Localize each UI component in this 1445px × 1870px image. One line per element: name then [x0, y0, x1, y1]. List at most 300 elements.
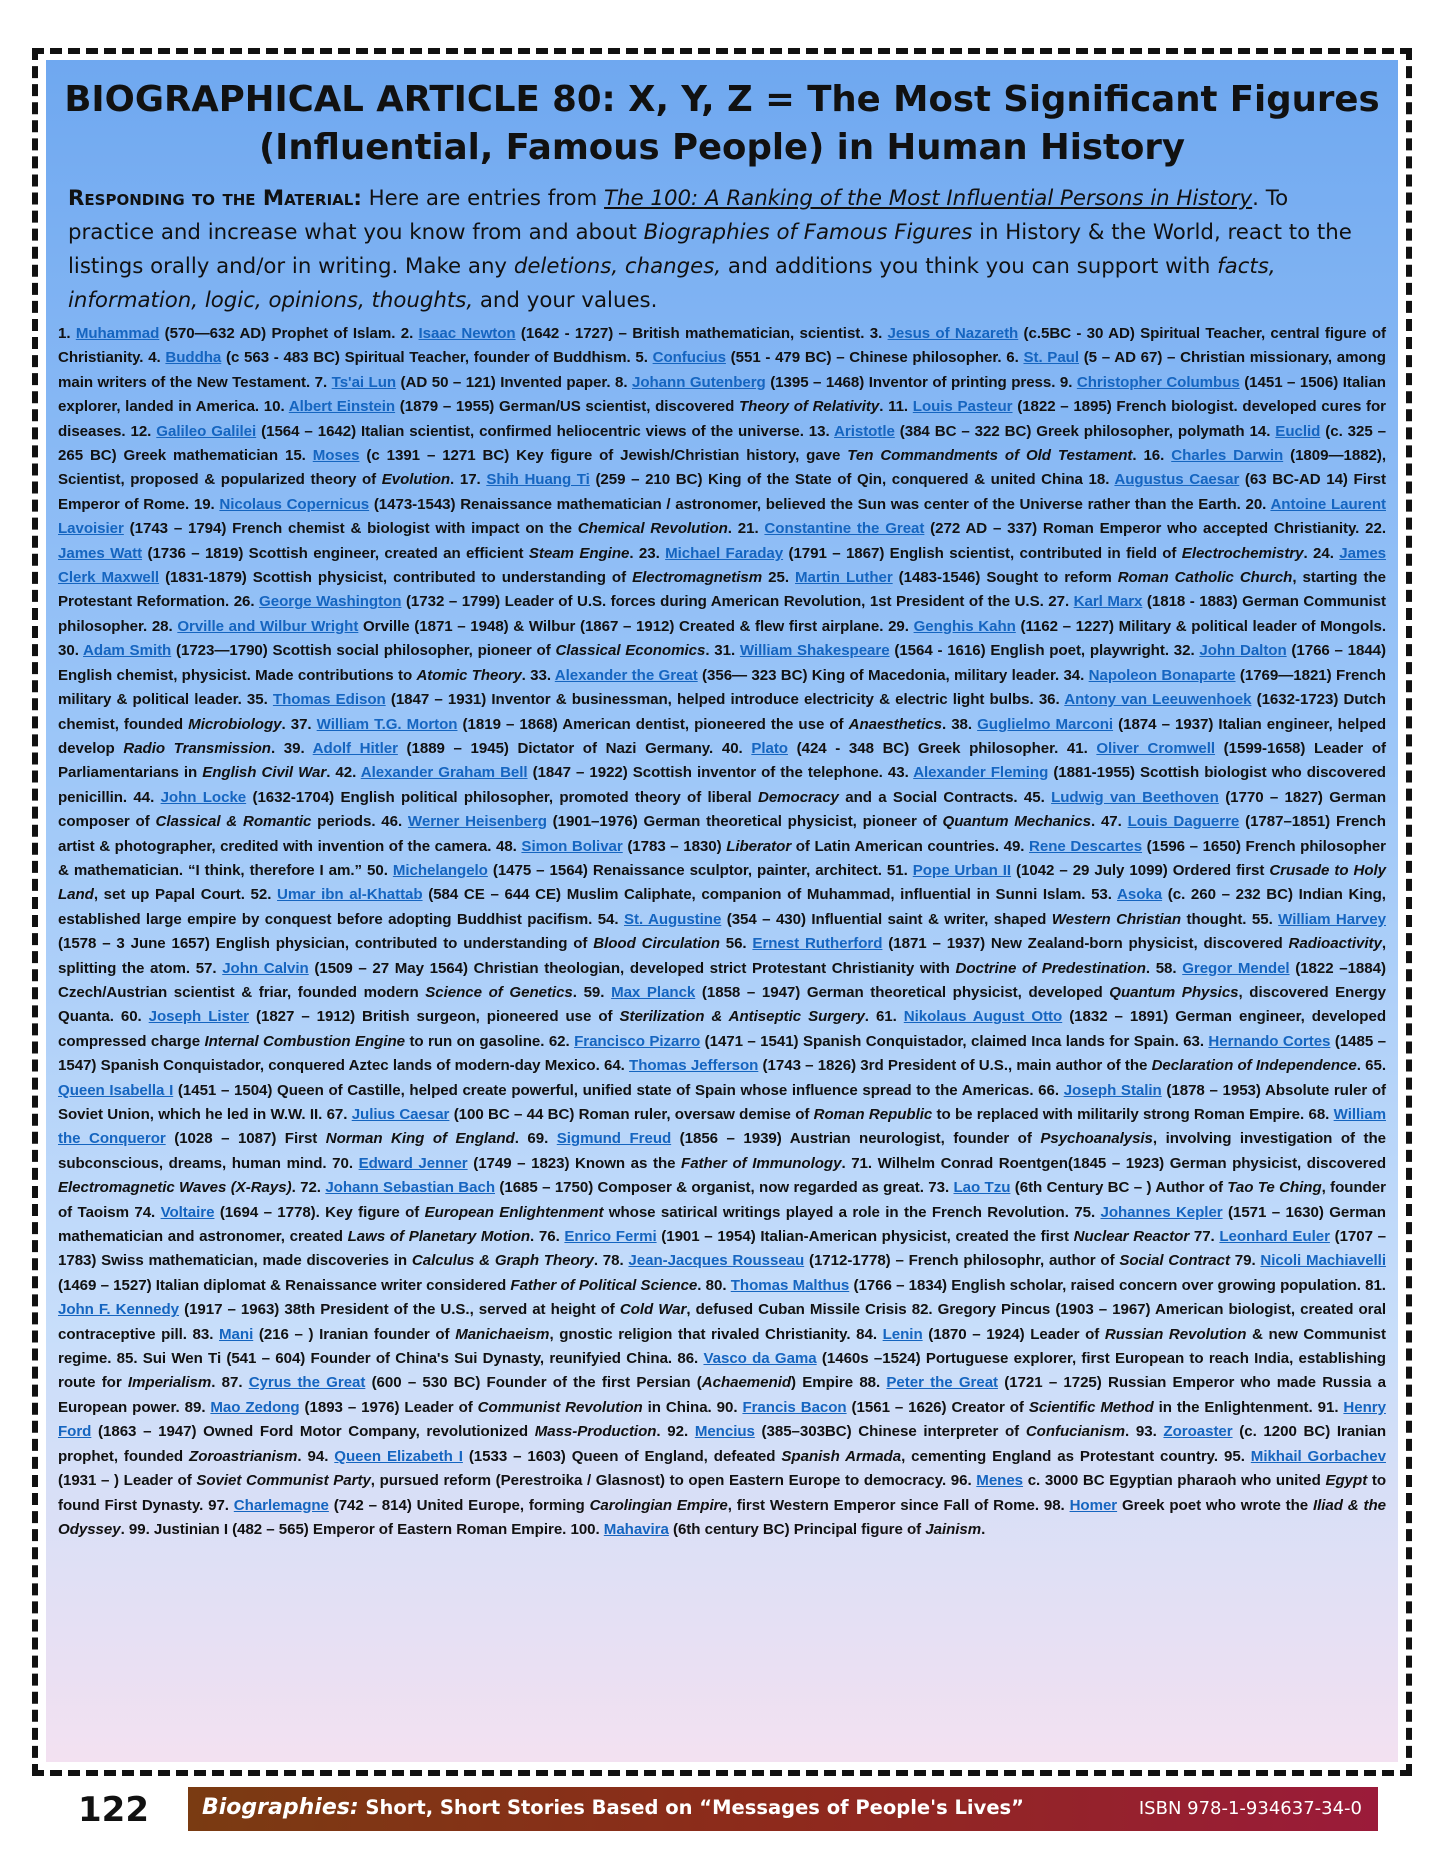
person-link[interactable]: Thomas Malthus	[730, 1276, 850, 1294]
list-item	[315, 374, 611, 391]
entry-number: 29.	[888, 617, 914, 635]
entry-tail: .	[864, 1008, 869, 1026]
entry-tail: .	[281, 715, 286, 733]
person-link[interactable]: Leonhard Euler	[1219, 1228, 1330, 1246]
list-item	[251, 886, 1086, 903]
person-link[interactable]: Nicolaus Copernicus	[219, 495, 370, 513]
person-link[interactable]: Pope Urban II	[912, 861, 1012, 879]
entry-text: (c 563 - 483 BC) Spiritual Teacher, founder of Buddhism.	[221, 349, 631, 367]
entry-italic: Radio Transmission	[123, 739, 271, 757]
person-link[interactable]: Zoroaster	[1163, 1423, 1233, 1441]
person-link[interactable]: Adam Smith	[83, 642, 172, 660]
list-item	[285, 447, 1137, 464]
entry-italic: Father of Political Science	[510, 1276, 698, 1294]
person-link[interactable]: Jean-Jacques Rousseau	[628, 1252, 805, 1270]
entry-italic: Father of Immunology	[681, 1154, 842, 1172]
entry-number: 85.	[116, 1350, 143, 1368]
book-title: The 100: A Ranking of the Most Influential Persons in History	[604, 186, 1253, 211]
entry-number: 19.	[193, 495, 220, 513]
person-link[interactable]: Henry Ford	[58, 1398, 1386, 1441]
entry-number: 82.	[911, 1301, 938, 1319]
footer-bar	[188, 1787, 1378, 1831]
entry-number: 93.	[1135, 1423, 1164, 1441]
entry-number: 24.	[1313, 544, 1340, 562]
person-link[interactable]: Michelangelo	[392, 861, 488, 879]
person-link[interactable]: Joseph Lister	[148, 1008, 250, 1026]
entry-italic: Manichaeism	[455, 1325, 550, 1343]
person-link[interactable]: Ludwig van Beethoven	[1051, 788, 1219, 806]
person-link[interactable]: Menes	[976, 1472, 1024, 1490]
list-item	[401, 325, 865, 342]
page-title	[58, 76, 1386, 172]
person-link[interactable]: John F. Kennedy	[58, 1301, 180, 1319]
entry-number: 75.	[1074, 1203, 1101, 1221]
person-link[interactable]: Moses	[312, 447, 360, 465]
entry-number: 35.	[246, 691, 273, 709]
person-link[interactable]: Thomas Edison	[272, 691, 386, 709]
person-link[interactable]: Aristotle	[834, 422, 895, 440]
entry-italic: Zoroastrianism	[189, 1447, 298, 1465]
list-item	[530, 667, 1059, 684]
person-link[interactable]: Mencius	[694, 1423, 755, 1441]
entry-number: 12.	[130, 422, 157, 440]
entry-number: 92.	[667, 1423, 695, 1441]
content-panel	[46, 60, 1398, 1762]
entry-text: (1632-1704) English political philosopher, promoted theory of liberal	[246, 788, 758, 806]
entry-number: 86.	[677, 1350, 704, 1368]
list-item	[133, 789, 1017, 806]
person-link[interactable]: Genghis Kahn	[913, 617, 1016, 635]
person-link[interactable]: Nicoli Machiavelli	[1260, 1252, 1386, 1270]
person-link[interactable]: John Locke	[160, 788, 247, 806]
entry-text: (1917 – 1963) 38th President of the U.S., served at height of	[179, 1301, 620, 1319]
intro-text: you think you can support with	[872, 254, 1218, 279]
person-link[interactable]: St. Paul	[1023, 349, 1079, 367]
person-link[interactable]: Michael Faraday	[665, 544, 784, 562]
entry-italic: Western Christian	[1051, 910, 1182, 928]
person-link[interactable]: Werner Heisenberg	[407, 813, 547, 831]
person-link[interactable]: Louis Pasteur	[912, 398, 1013, 416]
entry-number: 48.	[495, 837, 522, 855]
entry-tail: .	[450, 471, 455, 489]
entry-text: (1712-1778) – French philosophr, author of	[804, 1252, 1120, 1270]
entry-tail: .	[593, 1252, 598, 1270]
entry-number: 2.	[400, 325, 419, 342]
list-item	[539, 1228, 1189, 1245]
list-item	[888, 618, 1386, 635]
intro-italic: Biographies of Famous Figures	[643, 220, 973, 245]
person-link[interactable]: Joseph Stalin	[1063, 1081, 1162, 1099]
entry-tail: .	[1125, 1423, 1130, 1441]
person-link[interactable]: Charles Darwin	[1171, 447, 1284, 465]
entry-italic: Electromagnetism	[632, 569, 763, 587]
person-link[interactable]: Homer	[1069, 1496, 1118, 1514]
entry-text: (1769—1821) French military & political leader.	[58, 666, 1386, 709]
person-link[interactable]: Charlemagne	[233, 1496, 329, 1514]
entry-tail: in China.	[642, 1398, 712, 1416]
list-item	[264, 398, 884, 415]
person-link[interactable]: Gregor Mendel	[1182, 959, 1290, 977]
person-link[interactable]: Enrico Fermi	[564, 1228, 657, 1246]
person-link[interactable]: Jesus of Nazareth	[887, 325, 1019, 342]
person-link[interactable]: Oliver Cromwell	[1096, 739, 1216, 757]
entry-italic: Declaration of Independence	[1151, 1057, 1357, 1075]
entry-tail: .	[656, 1423, 661, 1441]
person-link[interactable]: Mani	[219, 1325, 254, 1343]
entry-number: 21.	[737, 520, 765, 538]
entry-tail: .	[572, 983, 577, 1001]
entry-text: (584 CE – 644 CE) Muslim Caliphate, companion of Muhammad, influential in Sunni Islam.	[422, 886, 1086, 904]
entry-italic: Internal Combustion Engine	[204, 1032, 406, 1050]
entry-tail: .	[1090, 813, 1096, 831]
list-item	[717, 1399, 1313, 1416]
entry-text: (c.5BC - 30 AD) Spiritual Teacher, central figure of Christianity.	[58, 325, 1386, 367]
person-link[interactable]: Albert Einstein	[288, 398, 396, 416]
entry-tail: of Latin American countries.	[791, 837, 999, 855]
person-link[interactable]: Confucius	[652, 349, 726, 367]
entry-italic: Psychoanalysis	[1040, 1130, 1153, 1148]
entry-tail: .	[727, 520, 732, 538]
list-item	[714, 642, 1169, 659]
person-link[interactable]: Orville and Wilbur Wright	[177, 617, 359, 635]
person-link[interactable]: Julius Caesar	[351, 1106, 450, 1123]
entry-tail: , involving investigation of the subconscious, dreams, human mind.	[58, 1130, 1386, 1172]
person-link[interactable]: Max Planck	[611, 983, 696, 1001]
person-link[interactable]: Sigmund Freud	[556, 1130, 672, 1148]
person-link[interactable]: Umar ibn al-Khattab	[277, 886, 423, 904]
entry-text: (1509 – 27 May 1564) Christian theologian, developed strict Protestant Christianity with	[308, 959, 956, 977]
entry-number: 39.	[283, 739, 313, 757]
entry-number: 44.	[133, 788, 161, 806]
entry-text: Greek poet who wrote the	[1117, 1496, 1313, 1514]
person-link[interactable]: Louis Daguerre	[1127, 813, 1240, 831]
entry-italic: Cold War	[619, 1301, 687, 1319]
intro-italic: facts, information, logic, opinions, thoughts,	[68, 254, 1276, 313]
person-link[interactable]: Antony van Leeuwenhoek	[1064, 691, 1252, 709]
intro-heading: Responding to the Material:	[68, 186, 362, 211]
entry-text: (1847 – 1931) Inventor & businessman, helped introduce electricity & electric light bulbs.	[385, 691, 1034, 709]
entry-text: (1475 – 1564) Renaissance sculptor, painter, architect.	[487, 861, 882, 879]
entry-italic: Theory of Relativity	[738, 398, 880, 416]
entry-number: 32.	[1173, 642, 1200, 660]
list-item	[148, 349, 630, 366]
entry-number: 5.	[635, 349, 653, 367]
person-link[interactable]: Voltaire	[160, 1203, 215, 1221]
list-item	[667, 1423, 1129, 1440]
entry-text: (570—632 AD) Prophet of Islam.	[159, 325, 396, 342]
entry-number: 57.	[195, 959, 223, 977]
entry-number: 84.	[856, 1325, 883, 1343]
entry-text: (1858 – 1947) German theoretical physicist, developed	[695, 983, 1110, 1001]
entry-number: 26.	[233, 593, 260, 611]
entry-text: (100 BC – 44 BC) Roman ruler, oversaw demise of	[449, 1106, 814, 1123]
person-link[interactable]: William T.G. Morton	[316, 715, 458, 733]
entry-tail: .	[211, 1374, 216, 1392]
person-link[interactable]: St. Augustine	[623, 910, 722, 928]
entry-italic: Sterilization & Antiseptic Surgery	[619, 1008, 865, 1026]
person-link[interactable]: Alexander Fleming	[913, 764, 1049, 782]
entry-italic: Confucianism	[1025, 1423, 1126, 1441]
person-link[interactable]: William Shakespeare	[739, 642, 890, 660]
entry-italic: Roman Catholic Church	[1117, 569, 1293, 587]
person-link[interactable]: Asoka	[1117, 886, 1163, 904]
entry-text: (541 – 604) Founder of China's Sui Dynasty, reunifyied China.	[221, 1350, 673, 1368]
title-line-1: BIOGRAPHICAL ARTICLE 80: X, Y, Z = The Most Significant Figures	[64, 79, 1380, 120]
entry-text: (1831-1879) Scottish physicist, contributed to understanding of	[159, 569, 633, 587]
entry-number: 6.	[1006, 349, 1024, 367]
person-link[interactable]: Johannes Kepler	[1100, 1203, 1223, 1221]
entry-number: 38.	[951, 715, 978, 733]
entry-tail: .	[629, 544, 634, 562]
entry-text: (1847 – 1922) Scottish inventor of the telephone.	[527, 764, 883, 782]
entry-number: 64.	[603, 1057, 630, 1075]
person-link[interactable]: Thomas Jefferson	[629, 1057, 759, 1075]
list-item	[222, 1374, 853, 1391]
person-link[interactable]: Nikolaus August Otto	[903, 1008, 1063, 1026]
person-link[interactable]: Mao Zedong	[210, 1398, 300, 1416]
person-link[interactable]: Ernest Rutherford	[752, 935, 883, 953]
entry-text: (1901–1976) German theoretical physicist, pioneer of	[546, 813, 943, 831]
person-link[interactable]: Mikhail Gorbachev	[1250, 1447, 1386, 1465]
entry-text: (272 AD – 337) Roman Emperor who accepted Christianity.	[924, 520, 1360, 538]
entry-text: (1483-1546) Sought to reform	[892, 569, 1118, 587]
person-link[interactable]: Napoleon Bonaparte	[1088, 666, 1236, 684]
person-link[interactable]: Hernando Cortes	[1208, 1032, 1331, 1050]
person-link[interactable]: William the Conqueror	[58, 1106, 1386, 1148]
ranking-list	[58, 322, 1386, 1542]
person-link[interactable]: Rene Descartes	[1029, 837, 1143, 855]
person-link[interactable]: Galileo Galilei	[156, 422, 257, 440]
person-link[interactable]: Queen Isabella I	[58, 1081, 174, 1099]
entry-text: (1832 – 1891) German engineer, developed compressed charge	[58, 1008, 1386, 1050]
entry-number: 87.	[221, 1374, 249, 1392]
entry-tail: .	[1303, 544, 1308, 562]
entry-text: (1901 – 1954) Italian-American physicist, created the first	[656, 1228, 1074, 1246]
person-link[interactable]: William Harvey	[1278, 910, 1386, 928]
list-item	[247, 691, 1034, 708]
entry-tail: .	[1356, 1057, 1361, 1075]
entry-text: (1749 – 1823) Known as the	[467, 1154, 682, 1172]
entry-text: (c. 260 – 232 BC) Indian King, established large empire by conquest before adopting Buddhist pacifism.	[58, 886, 1386, 928]
entry-text: (1819 – 1868) American dentist, pioneered the use of	[457, 715, 849, 733]
entry-italic: English Civil War	[202, 764, 327, 782]
entry-italic: Anaesthetics	[848, 715, 942, 733]
entry-tail: .	[841, 1154, 846, 1172]
list-item	[722, 740, 1058, 757]
person-link[interactable]: Alexander Graham Bell	[360, 764, 528, 782]
entry-tail: , splitting the atom.	[58, 935, 1386, 977]
entry-text: (1485 – 1547) Spanish Conquistador, conquered Aztec lands of modern-day Mexico.	[58, 1032, 1386, 1075]
person-link[interactable]: Karl Marx	[1073, 593, 1143, 611]
person-link[interactable]: Muhammad	[75, 325, 160, 342]
entry-tail: .	[981, 1520, 986, 1538]
person-name: Wilhelm Conrad Roentgen	[877, 1154, 1068, 1172]
entry-text: (1721 – 1725) Russian Emperor who made Russia a European power.	[58, 1374, 1386, 1416]
entry-text: (1863 – 1947) Owned Ford Motor Company, revolutionized	[91, 1423, 535, 1441]
person-link[interactable]: Queen Elizabeth I	[334, 1447, 463, 1465]
entry-text: (1694 – 1778). Key figure of	[214, 1203, 425, 1221]
person-link[interactable]: Augustus Caesar	[1114, 471, 1240, 489]
entry-tail: .	[1145, 959, 1151, 977]
entry-number: 100.	[570, 1520, 604, 1538]
entry-number: 68.	[1308, 1106, 1334, 1123]
entry-text: (1809—1882), Scientist, proposed & popularized theory of	[58, 447, 1387, 489]
entry-tail: .	[530, 1228, 535, 1246]
list-item	[208, 1497, 1039, 1514]
person-link[interactable]: Isaac Newton	[418, 325, 516, 342]
entry-text: (600 – 530 BC) Founder of the first Persian (	[365, 1374, 702, 1392]
list-item	[496, 838, 999, 855]
entry-italic: Science of Genetics	[425, 983, 573, 1001]
list-item	[598, 911, 1247, 928]
entry-number: 7.	[314, 373, 332, 391]
entry-tail: and a Social Contracts.	[838, 788, 1018, 806]
entry-italic: Iliad & the Odyssey	[58, 1496, 1386, 1538]
person-link[interactable]: Shih Huang Ti	[486, 471, 590, 489]
isbn-text: ISBN 978-1-934637-34-0	[1138, 1798, 1362, 1819]
person-link[interactable]: John Dalton	[1199, 642, 1287, 660]
entry-tail: to found First Dynasty.	[58, 1472, 1387, 1514]
entry-number: 53.	[1091, 886, 1118, 904]
entry-text: Orville (1871 – 1948) & Wilbur (1867 – 1912) Created & flew first airplane.	[358, 617, 884, 635]
person-link[interactable]: Lao Tzu	[953, 1179, 1011, 1197]
list-item	[381, 813, 1095, 830]
entry-tail: .	[697, 1276, 702, 1294]
person-link[interactable]: Alexander the Great	[554, 666, 698, 684]
entry-italic: Liberator	[726, 837, 792, 855]
person-link[interactable]: Peter the Great	[886, 1374, 999, 1392]
entry-number: 98.	[1043, 1496, 1070, 1514]
entry-number: 59.	[583, 983, 612, 1001]
person-link[interactable]: John Calvin	[222, 959, 309, 977]
entry-text: (1596 – 1650) French philosopher & mathematician. “I think, therefore I am.”	[58, 837, 1386, 879]
entry-number: 69.	[527, 1130, 557, 1148]
person-link[interactable]: Simon Bolivar	[521, 837, 623, 855]
entry-italic: European Enlightenment	[424, 1203, 604, 1221]
footer-title	[202, 1795, 1024, 1820]
intro-text: and	[721, 254, 775, 279]
entry-tail: .	[941, 715, 947, 733]
person-link[interactable]: Edward Jenner	[358, 1154, 468, 1172]
person-link[interactable]: Johann Gutenberg	[632, 373, 766, 391]
person-link[interactable]: Antoine Laurent Lavoisier	[58, 495, 1386, 538]
entry-number: 99.	[128, 1520, 154, 1538]
list-item	[300, 1179, 924, 1196]
list-item	[194, 496, 1241, 513]
person-link[interactable]: Euclid	[1275, 422, 1321, 440]
entry-number: 52.	[250, 886, 278, 904]
entry-text: (1770 – 1827) German composer of	[58, 788, 1386, 831]
entry-italic: Blood Circulation	[593, 935, 720, 953]
entry-italic: Steam Engine	[528, 544, 630, 562]
entry-italic: Radioactivity	[1288, 935, 1382, 953]
person-link[interactable]: Guglielmo Marconi	[977, 715, 1114, 733]
entry-italic: Crusade to Holy Land	[58, 861, 1387, 904]
entry-number: 3.	[869, 325, 888, 342]
person-link[interactable]: James Watt	[58, 544, 143, 562]
entry-text: (AD 50 – 121) Invented paper.	[396, 373, 611, 391]
entry-number: 25.	[768, 569, 795, 587]
entry-italic: Electrochemistry	[1181, 544, 1304, 562]
person-link[interactable]: Buddha	[165, 349, 222, 367]
entry-text: (1827 – 1912) British surgeon, pioneered use of	[249, 1008, 620, 1026]
entry-number: 28.	[151, 617, 178, 635]
person-link[interactable]: Ts'ai Lun	[331, 373, 397, 391]
entry-text: (1822 – 1895) French biologist. developed cures for diseases.	[58, 398, 1387, 440]
list-item	[639, 545, 1308, 562]
entry-number: 14.	[1249, 422, 1276, 440]
person-link[interactable]: Plato	[751, 739, 788, 757]
entry-text: (1743 – 1794) French chemist & biologist with impact on the	[123, 520, 578, 538]
person-link[interactable]: James Clerk Maxwell	[58, 544, 1387, 587]
entry-text: (5 – AD 67) – Christian missionary, among main writers of the New Testament.	[58, 349, 1386, 391]
person-link[interactable]: Mahavira	[603, 1520, 669, 1538]
entry-number: 91.	[1317, 1398, 1344, 1416]
entry-italic: Calculus & Graph Theory	[411, 1252, 594, 1270]
entry-text: (1042 – 29 July 1099) Ordered first	[1011, 861, 1270, 879]
entry-number: 71.	[851, 1154, 878, 1172]
entry-number: 33.	[530, 666, 555, 684]
page-number: 122	[78, 1790, 149, 1830]
entry-number: 42.	[335, 764, 361, 782]
list-item	[121, 1008, 869, 1025]
list-item	[615, 374, 1055, 391]
person-link[interactable]: Constantine the Great	[764, 520, 925, 538]
entry-italic: Social Contract	[1119, 1252, 1230, 1270]
entry-italic: Jainism	[925, 1520, 982, 1538]
entry-number: 60.	[120, 1008, 149, 1026]
person-link[interactable]: Lenin	[882, 1325, 923, 1343]
entry-tail: whose satirical writings played a role in the French Revolution.	[603, 1203, 1069, 1221]
entry-number: 17.	[459, 471, 487, 489]
person-link[interactable]: George Washington	[259, 593, 402, 611]
intro-text: in History & the World, react to the listings orally and/or in writing. Make any	[68, 220, 1352, 279]
footer-title-bold: Biographies:	[202, 1795, 359, 1820]
person-link[interactable]: Johann Sebastian Bach	[325, 1179, 495, 1197]
person-link[interactable]: Vasco da Gama	[703, 1350, 817, 1368]
entry-italic: Tao Te Ching	[1227, 1179, 1322, 1197]
person-link[interactable]: Christopher Columbus	[1076, 373, 1240, 391]
entry-text: (1889 – 1945) Dictator of Nazi Germany.	[397, 739, 714, 757]
entry-number: 97.	[208, 1496, 234, 1514]
entry-text: (1879 – 1955) German/US scientist, discovered	[395, 398, 739, 416]
person-link[interactable]: Adolf Hitler	[312, 739, 398, 757]
entry-tail: periods.	[311, 813, 376, 831]
entry-number: 74.	[134, 1203, 161, 1221]
intro-text: . To practice and increase what you know from and about	[68, 186, 1289, 245]
entry-number: 80.	[705, 1276, 731, 1294]
entry-italic: Carolingian Empire	[589, 1496, 728, 1514]
entry-italic: Norman King of England	[325, 1130, 515, 1148]
intro-text: .	[650, 288, 658, 313]
list-item	[234, 593, 1044, 610]
person-link[interactable]: Francis Bacon	[742, 1398, 847, 1416]
person-link[interactable]: Martin Luther	[795, 569, 893, 587]
entry-number: 1.	[58, 325, 76, 342]
person-link[interactable]: Francisco Pizarro	[574, 1032, 701, 1050]
entry-italic: Achaemenid	[701, 1374, 792, 1392]
list-item	[738, 520, 1360, 537]
entry-number: 18.	[1088, 471, 1115, 489]
entry-number: 8.	[615, 373, 632, 391]
entry-text: (1881-1955) Scottish biologist who discovered penicillin.	[58, 764, 1386, 806]
entry-tail: , set up Papal Court.	[93, 886, 245, 904]
entry-number: 30.	[58, 642, 84, 660]
entry-tail: .	[297, 1447, 302, 1465]
entry-italic: Mass-Production	[534, 1423, 657, 1441]
person-link[interactable]: Cyrus the Great	[248, 1374, 366, 1392]
entry-italic: Classical Economics	[555, 642, 706, 660]
